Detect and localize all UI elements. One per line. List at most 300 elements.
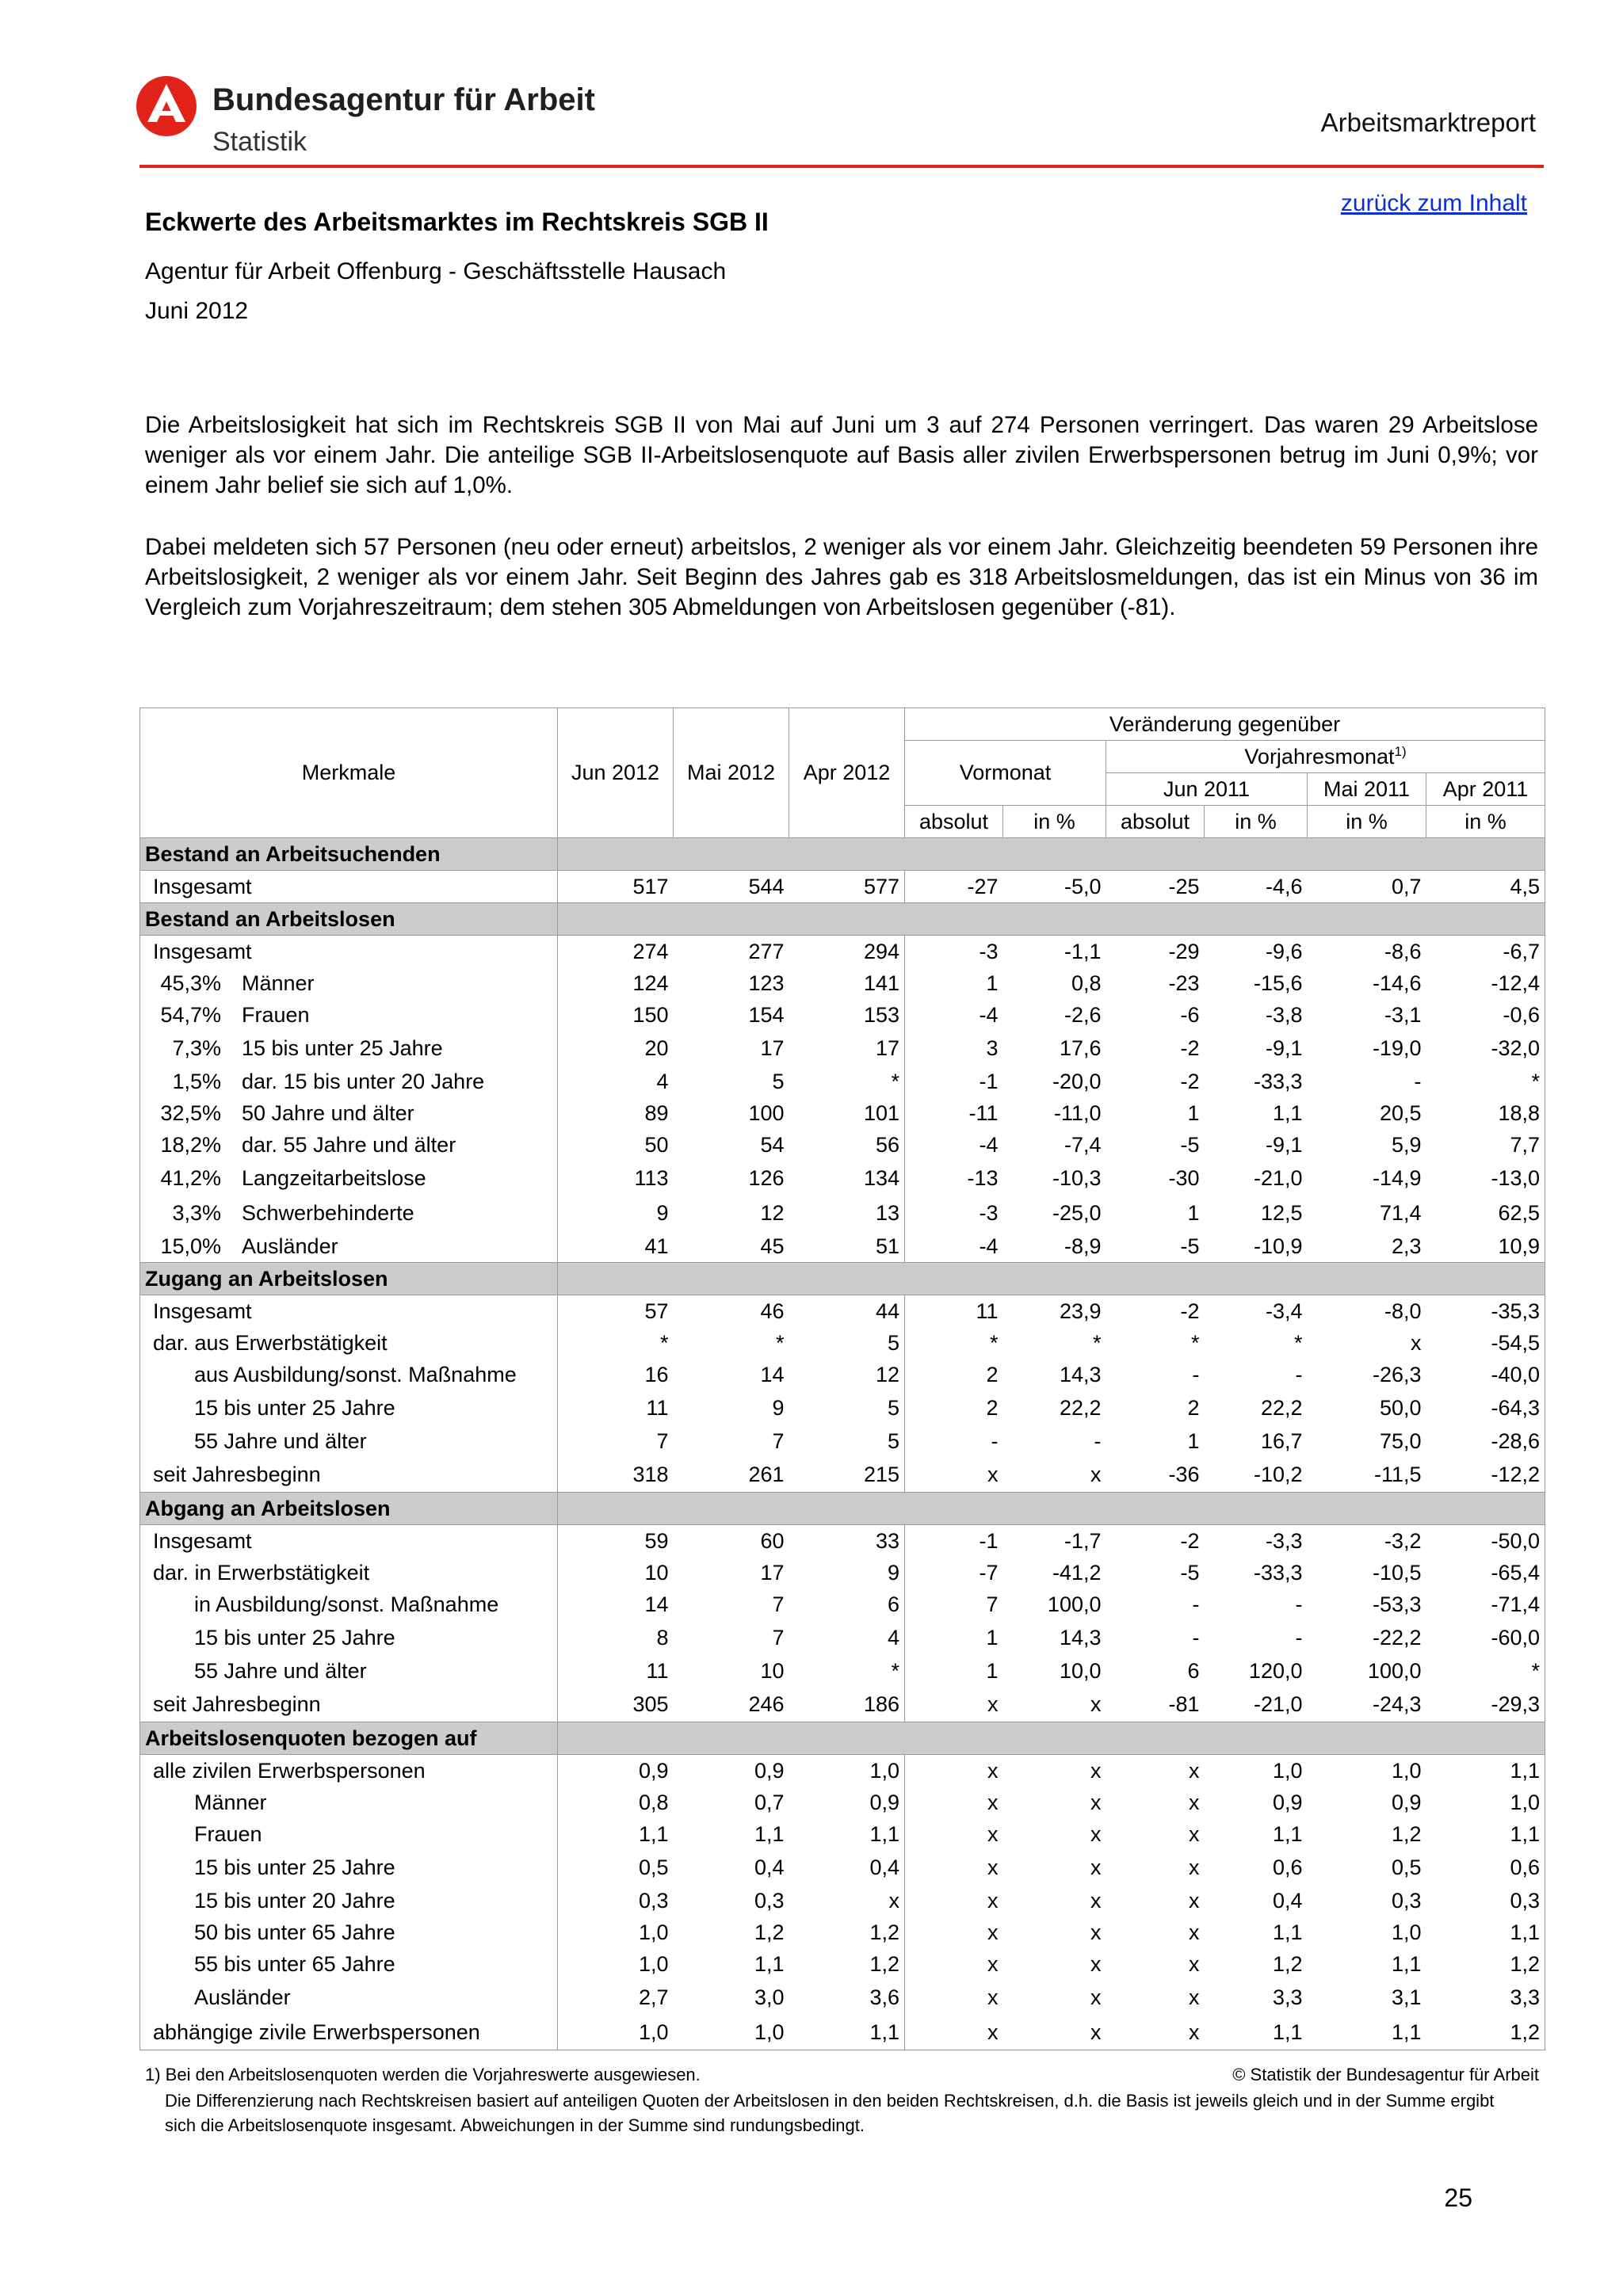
value-cell: -26,3	[1372, 1362, 1422, 1386]
value-cell: 3,6	[789, 1980, 905, 2015]
row-share-percent: 15,0%	[160, 1234, 221, 1258]
value-cell: x	[1003, 2015, 1106, 2050]
value-cell: x	[1106, 2015, 1205, 2050]
header-vorjahresmonat-label: Vorjahresmonat	[1244, 745, 1395, 769]
value-cell: x	[1090, 1888, 1102, 1913]
value-cell: -60,0	[1426, 1620, 1545, 1655]
footnote-1: 1) Bei den Arbeitslosenquoten werden die Vorjahreswerte ausgewiesen.	[145, 2065, 701, 2084]
row-label: 15 bis unter 25 Jahre	[194, 1395, 395, 1420]
value-cell: x	[1090, 1462, 1102, 1486]
value-cell: 3,0	[754, 1985, 785, 2009]
row-label: 50 Jahre und älter	[242, 1100, 414, 1125]
value-cell: -25,0	[1052, 1200, 1102, 1225]
header-divider	[139, 165, 1544, 168]
value-cell: -15,6	[1253, 971, 1303, 995]
value-cell: 0,3	[1391, 1888, 1422, 1913]
row-label: dar. 55 Jahre und älter	[242, 1132, 456, 1157]
header-merkmale: Merkmale	[140, 708, 558, 838]
value-cell: x	[1090, 1985, 1102, 2009]
header-vormonat: Vormonat	[905, 741, 1106, 806]
value-cell: -8,0	[1384, 1299, 1422, 1323]
logo-a-icon	[136, 76, 197, 136]
value-cell: 1	[986, 971, 999, 995]
value-cell: 3,3	[1426, 1980, 1545, 2015]
value-cell: -23	[1168, 971, 1200, 995]
value-cell: -5	[1180, 1560, 1200, 1585]
value-cell: -11,0	[1053, 1100, 1102, 1125]
value-cell: 44	[789, 1295, 905, 1328]
value-cell: 126	[748, 1165, 785, 1190]
row-label-cell	[140, 1295, 558, 1328]
value-cell: 23,9	[1059, 1299, 1102, 1323]
value-cell: -1,7	[1064, 1528, 1102, 1553]
value-cell: 16,7	[1260, 1428, 1303, 1453]
value-cell: *	[789, 1066, 905, 1097]
value-cell: 1,2	[789, 1917, 905, 1948]
value-cell: -0,6	[1426, 999, 1545, 1031]
value-cell: 12	[789, 1359, 905, 1390]
header-apr-2011: Apr 2011	[1426, 773, 1545, 806]
value-cell: 120,0	[1248, 1658, 1303, 1683]
value-cell: 1,1	[789, 1818, 905, 1850]
value-cell: -4	[979, 1234, 999, 1258]
value-cell: 1	[1187, 1100, 1200, 1125]
row-share-percent: 45,3%	[160, 971, 221, 995]
value-cell: 14	[760, 1362, 785, 1386]
table-body	[140, 838, 1545, 2050]
value-cell: 14,3	[1059, 1625, 1102, 1650]
value-cell: -1,1	[1064, 939, 1102, 963]
row-share-percent: 7,3%	[172, 1035, 221, 1060]
value-cell: -32,0	[1426, 1031, 1545, 1066]
value-cell: 7	[772, 1625, 785, 1650]
value-cell: -53,3	[1372, 1592, 1422, 1616]
row-label-cell	[140, 871, 558, 903]
value-cell: x	[987, 1855, 999, 1879]
value-cell: 1,0	[1426, 1787, 1545, 1818]
value-cell: 11	[976, 1299, 999, 1323]
row-label: Ausländer	[242, 1234, 338, 1258]
value-cell: x	[1090, 1951, 1102, 1976]
section-header-row	[140, 1493, 1545, 1525]
value-cell: 1,1	[1272, 1100, 1303, 1125]
value-cell: -54,5	[1426, 1327, 1545, 1359]
row-label-cell	[140, 1457, 558, 1493]
value-cell: 10,0	[1059, 1658, 1102, 1683]
table-row	[140, 1390, 1545, 1425]
value-cell: 0,4	[1272, 1888, 1303, 1913]
value-cell: 5	[789, 1425, 905, 1457]
row-label-cell	[140, 1390, 558, 1425]
value-cell: 0,6	[1272, 1855, 1303, 1879]
value-cell: -33,3	[1253, 1560, 1303, 1585]
value-cell: -29,3	[1426, 1687, 1545, 1722]
value-cell: x	[987, 1920, 999, 1944]
table-row	[140, 1129, 1545, 1161]
row-label: Insgesamt	[153, 939, 252, 963]
footnote-marker: 1)	[1394, 744, 1407, 759]
value-cell: 33	[789, 1525, 905, 1558]
row-label-cell	[140, 1525, 558, 1558]
header-apr2011-percent: in %	[1426, 806, 1545, 838]
row-label-cell	[140, 1557, 558, 1589]
value-cell: -10,3	[1052, 1165, 1102, 1190]
row-label-cell	[140, 1230, 558, 1263]
value-cell: 0,4	[789, 1850, 905, 1885]
row-label-cell	[140, 1655, 558, 1687]
summary-paragraph-1: Die Arbeitslosigkeit hat sich im Rechtskreis SGB II von Mai auf Juni um 3 auf 274 Personen verringert. Das waren 29 Arbeitslose weniger als vor einem Jahr. Die anteilige SGB II-Arbeitslosenquote auf Basis aller zivilen Erwerbspersonen betrug im Juni 0,9%; vor einem Jahr belief sie sich auf 1,0%.	[145, 412, 1538, 498]
section-filler	[558, 1493, 1545, 1525]
value-cell: 4,5	[1426, 871, 1545, 903]
value-cell: 1,1	[638, 1821, 669, 1846]
value-cell: 186	[789, 1687, 905, 1722]
value-cell: 0,8	[1071, 971, 1102, 995]
value-cell: -20,0	[1052, 1069, 1102, 1093]
value-cell: -	[1192, 1625, 1200, 1650]
value-cell: 1,1	[1272, 1821, 1303, 1846]
value-cell: -10,9	[1253, 1234, 1303, 1258]
value-cell: x	[1411, 1330, 1422, 1355]
value-cell: 0,9	[638, 1758, 669, 1783]
value-cell: 0,3	[1426, 1885, 1545, 1917]
value-cell: -19,0	[1372, 1035, 1422, 1060]
value-cell: 0,3	[638, 1888, 669, 1913]
value-cell: -65,4	[1426, 1557, 1545, 1589]
row-label: dar. aus Erwerbstätigkeit	[153, 1330, 388, 1355]
value-cell: 20	[644, 1035, 669, 1060]
summary-paragraph-2: Dabei meldeten sich 57 Personen (neu oder erneut) arbeitslos, 2 weniger als vor einem Jahr. Gleichzeitig beendeten 59 Personen ihre Arbeitslosigkeit, 2 weniger als vor einem Jahr. Seit Beginn des Jahres gab es 318 Arbeitslosmeldungen, das ist ein Minus von 36 im Vergleich zum Vorjahreszeitraum; dem stehen 305 Abmeldungen von Arbeitslosen gegenüber (-81).	[145, 534, 1538, 620]
value-cell: x	[1189, 1888, 1200, 1913]
value-cell: -3,4	[1265, 1299, 1303, 1323]
value-cell: 0,6	[1426, 1850, 1545, 1885]
value-cell: 14,3	[1059, 1362, 1102, 1386]
header-jun-2011: Jun 2011	[1106, 773, 1308, 806]
value-cell: x	[1189, 1790, 1200, 1814]
value-cell: x	[987, 1462, 999, 1486]
value-cell: -12,2	[1426, 1457, 1545, 1493]
value-cell: -33,3	[1253, 1069, 1303, 1093]
value-cell: 7	[986, 1592, 999, 1616]
value-cell: 0,4	[754, 1855, 785, 1879]
value-cell: 3	[986, 1035, 999, 1060]
value-cell: 45	[760, 1234, 785, 1258]
value-cell: 50	[644, 1132, 669, 1157]
value-cell: -41,2	[1052, 1560, 1102, 1585]
row-label: Frauen	[242, 1002, 310, 1027]
value-cell: 0,5	[1391, 1855, 1422, 1879]
value-cell: 16	[644, 1362, 669, 1386]
value-cell: 0,5	[638, 1855, 669, 1879]
value-cell: -	[991, 1428, 999, 1453]
value-cell: 50,0	[1379, 1395, 1422, 1420]
value-cell: 1,1	[1426, 1755, 1545, 1787]
value-cell: 577	[789, 871, 905, 903]
row-label: Insgesamt	[153, 1299, 252, 1323]
header-mai-2011: Mai 2011	[1308, 773, 1426, 806]
table-row	[140, 1196, 1545, 1230]
value-cell: 10,9	[1426, 1230, 1545, 1263]
brand-name: Bundesagentur für Arbeit	[212, 82, 595, 117]
value-cell: x	[987, 1985, 999, 2009]
header-jun2011-absolut: absolut	[1106, 806, 1205, 838]
value-cell: 2	[1187, 1395, 1200, 1420]
section-filler	[558, 838, 1545, 871]
section-filler	[558, 1263, 1545, 1295]
value-cell: -3	[979, 939, 999, 963]
value-cell: x	[1189, 1758, 1200, 1783]
value-cell: -	[1192, 1592, 1200, 1616]
value-cell: 517	[632, 874, 669, 898]
header-vormonat-percent: in %	[1003, 806, 1106, 838]
value-cell: 1,2	[1426, 1948, 1545, 1980]
value-cell: 7,7	[1426, 1129, 1545, 1161]
value-cell: 274	[632, 939, 669, 963]
page-number: 25	[1444, 2183, 1472, 2212]
value-cell: 1,0	[558, 2015, 674, 2050]
table-row	[140, 1589, 1545, 1620]
row-label-cell	[140, 999, 558, 1031]
value-cell: -81	[1168, 1691, 1200, 1716]
value-cell: 1,1	[1272, 1920, 1303, 1944]
value-cell: 18,8	[1426, 1097, 1545, 1129]
row-label-cell	[140, 1687, 558, 1722]
value-cell: -2	[1180, 1299, 1200, 1323]
value-cell: 123	[748, 971, 785, 995]
value-cell: -3,8	[1265, 1002, 1303, 1027]
footnote-2: Die Differenzierung nach Rechtskreisen basiert auf anteiligen Quoten der Arbeitslosen in den beiden Rechtskreisen, d.h. die Basis ist jeweils gleich und in der Summe ergibt sich die Arbeitslosenquote insgesamt. Abweichungen in der Summe sind rundungsbedingt.	[165, 2091, 1495, 2135]
value-cell: 1,1	[1205, 2015, 1308, 2050]
value-cell: 10	[760, 1658, 785, 1683]
value-cell: x	[1189, 1985, 1200, 2009]
value-cell: 57	[644, 1299, 669, 1323]
value-cell: -7,4	[1064, 1132, 1102, 1157]
value-cell: 4	[789, 1620, 905, 1655]
table-row	[140, 1031, 1545, 1066]
value-cell: 150	[632, 1002, 669, 1027]
value-cell: -28,6	[1426, 1425, 1545, 1457]
section-header-row	[140, 1722, 1545, 1755]
value-cell: 1,0	[674, 2015, 789, 2050]
value-cell: 46	[760, 1299, 785, 1323]
value-cell: 1,2	[1426, 2015, 1545, 2050]
value-cell: -3	[979, 1200, 999, 1225]
value-cell: -13,0	[1426, 1161, 1545, 1196]
value-cell: x	[987, 1821, 999, 1846]
value-cell: -2	[1180, 1528, 1200, 1553]
value-cell: -1	[979, 1069, 999, 1093]
value-cell: 1,0	[638, 1920, 669, 1944]
value-cell: 1,1	[1426, 1818, 1545, 1850]
value-cell: x	[987, 1790, 999, 1814]
value-cell: 5	[789, 1327, 905, 1359]
value-cell: -71,4	[1426, 1589, 1545, 1620]
value-cell: -21,0	[1253, 1691, 1303, 1716]
value-cell: 7	[772, 1428, 785, 1453]
row-label: Männer	[194, 1790, 267, 1814]
section-title: Zugang an Arbeitslosen	[140, 1263, 558, 1295]
value-cell: 1,2	[1272, 1951, 1303, 1976]
value-cell: 1,1	[1426, 1917, 1545, 1948]
table-row	[140, 1980, 1545, 2015]
value-cell: 59	[644, 1528, 669, 1553]
value-cell: 12	[760, 1200, 785, 1225]
table-row	[140, 1230, 1545, 1263]
value-cell: 1,1	[754, 1951, 785, 1976]
value-cell: 89	[644, 1100, 669, 1125]
value-cell: -14,6	[1372, 971, 1422, 995]
value-cell: 1,1	[789, 2015, 905, 2050]
value-cell: -11,5	[1373, 1462, 1422, 1486]
value-cell: -	[1192, 1362, 1200, 1386]
value-cell: -40,0	[1426, 1359, 1545, 1390]
value-cell: 1,0	[1391, 1758, 1422, 1783]
value-cell: 318	[632, 1462, 669, 1486]
row-label-cell	[140, 1425, 558, 1457]
period-subtitle: Juni 2012	[145, 298, 249, 324]
value-cell: 1,1	[1391, 1951, 1422, 1976]
value-cell: -6	[1180, 1002, 1200, 1027]
table-row	[140, 1359, 1545, 1390]
row-label-cell	[140, 1359, 558, 1390]
row-share-percent: 32,5%	[160, 1100, 221, 1125]
table-row	[140, 1425, 1545, 1457]
value-cell: 100,0	[1047, 1592, 1102, 1616]
row-label-cell	[140, 1161, 558, 1196]
value-cell: x	[1090, 1790, 1102, 1814]
section-filler	[558, 1722, 1545, 1755]
value-cell: x	[987, 1691, 999, 1716]
header-jun2011-percent: in %	[1205, 806, 1308, 838]
value-cell: 246	[748, 1691, 785, 1716]
value-cell: -	[1094, 1428, 1102, 1453]
row-label: 55 bis unter 65 Jahre	[194, 1951, 395, 1976]
value-cell: -	[1414, 1069, 1422, 1093]
value-cell: 1,2	[789, 1948, 905, 1980]
value-cell: 41	[644, 1234, 669, 1258]
value-cell: x	[1189, 1951, 1200, 1976]
value-cell: 11	[646, 1658, 669, 1683]
value-cell: -3,3	[1265, 1528, 1303, 1553]
value-cell: 17	[760, 1560, 785, 1585]
row-label: Insgesamt	[153, 1528, 252, 1553]
value-cell: -30	[1168, 1165, 1200, 1190]
value-cell: 1	[986, 1658, 999, 1683]
value-cell: 1,1	[754, 1821, 785, 1846]
value-cell: 0,9	[1391, 1790, 1422, 1814]
row-label: Frauen	[194, 1821, 262, 1846]
header-jun-2012: Jun 2012	[558, 708, 674, 838]
row-label: Insgesamt	[153, 874, 252, 898]
value-cell: 277	[748, 939, 785, 963]
value-cell: 1	[1187, 1200, 1200, 1225]
table-row	[140, 1885, 1545, 1917]
value-cell: 134	[789, 1161, 905, 1196]
value-cell: 0,7	[754, 1790, 785, 1814]
value-cell: 1,0	[789, 1755, 905, 1787]
value-cell: 54	[760, 1132, 785, 1157]
table-row	[140, 936, 1545, 968]
value-cell: -35,3	[1426, 1295, 1545, 1328]
header-vormonat-absolut: absolut	[905, 806, 1003, 838]
table-row	[140, 1917, 1545, 1948]
header-vorjahresmonat	[1106, 741, 1545, 773]
row-label-cell	[140, 1948, 558, 1980]
value-cell: -2	[1180, 1035, 1200, 1060]
value-cell: 71,4	[1379, 1200, 1422, 1225]
value-cell: -	[1295, 1362, 1303, 1386]
section-title: Bestand an Arbeitsuchenden	[140, 838, 558, 871]
copyright-notice: © Statistik der Bundesagentur für Arbeit	[1232, 2065, 1539, 2084]
row-label: aus Ausbildung/sonst. Maßnahme	[194, 1362, 517, 1386]
row-share-percent: 54,7%	[160, 1002, 221, 1027]
row-label: dar. 15 bis unter 20 Jahre	[242, 1069, 485, 1093]
value-cell: x	[987, 1888, 999, 1913]
value-cell: 22,2	[1260, 1395, 1303, 1420]
table-row	[140, 2015, 1545, 2050]
back-to-contents-link[interactable]: zurück zum Inhalt	[1340, 190, 1527, 216]
value-cell: 11	[646, 1395, 669, 1420]
value-cell: x	[1189, 1920, 1200, 1944]
value-cell: *	[789, 1655, 905, 1687]
row-label-cell	[140, 1885, 558, 1917]
value-cell: -4	[979, 1132, 999, 1157]
value-cell: -4	[979, 1002, 999, 1027]
value-cell: x	[987, 1758, 999, 1783]
table-row	[140, 1787, 1545, 1818]
value-cell: 3,1	[1391, 1985, 1422, 2009]
row-label: 15 bis unter 25 Jahre	[194, 1625, 395, 1650]
row-label-cell	[140, 2015, 558, 2050]
header-mai2011-percent: in %	[1308, 806, 1426, 838]
value-cell: 2	[986, 1362, 999, 1386]
value-cell: -4,6	[1265, 874, 1303, 898]
value-cell: 215	[789, 1457, 905, 1493]
value-cell: -3,1	[1384, 1002, 1422, 1027]
value-cell: x	[789, 1885, 905, 1917]
row-label: 55 Jahre und älter	[194, 1428, 367, 1453]
report-name: Arbeitsmarktreport	[1320, 108, 1536, 137]
row-label-cell	[140, 1196, 558, 1230]
value-cell: -50,0	[1426, 1525, 1545, 1558]
table-row	[140, 1295, 1545, 1328]
row-label-cell	[140, 1620, 558, 1655]
value-cell: -9,1	[1265, 1132, 1303, 1157]
row-label-cell	[140, 1097, 558, 1129]
section-header-row	[140, 903, 1545, 936]
row-label-cell	[140, 967, 558, 999]
value-cell: -22,2	[1372, 1625, 1422, 1650]
value-cell: 5	[772, 1069, 785, 1093]
labor-market-table	[139, 707, 1545, 2050]
value-cell: -8,9	[1064, 1234, 1102, 1258]
row-share-percent: 1,5%	[172, 1069, 221, 1093]
row-label-cell	[140, 1787, 558, 1818]
row-label-cell	[140, 1850, 558, 1885]
header-apr-2012: Apr 2012	[789, 708, 905, 838]
value-cell: 5	[789, 1390, 905, 1425]
table-row	[140, 1557, 1545, 1589]
value-cell: x	[1090, 1758, 1102, 1783]
value-cell: 7	[656, 1428, 669, 1453]
value-cell: 1,0	[1272, 1758, 1303, 1783]
table-row	[140, 999, 1545, 1031]
section-title: Bestand an Arbeitslosen	[140, 903, 558, 936]
value-cell: -9,1	[1265, 1035, 1303, 1060]
table-row	[140, 1097, 1545, 1129]
value-cell: 6	[1187, 1658, 1200, 1683]
value-cell: x	[1090, 1821, 1102, 1846]
page-title: Eckwerte des Arbeitsmarktes im Rechtskreis SGB II	[145, 208, 769, 236]
